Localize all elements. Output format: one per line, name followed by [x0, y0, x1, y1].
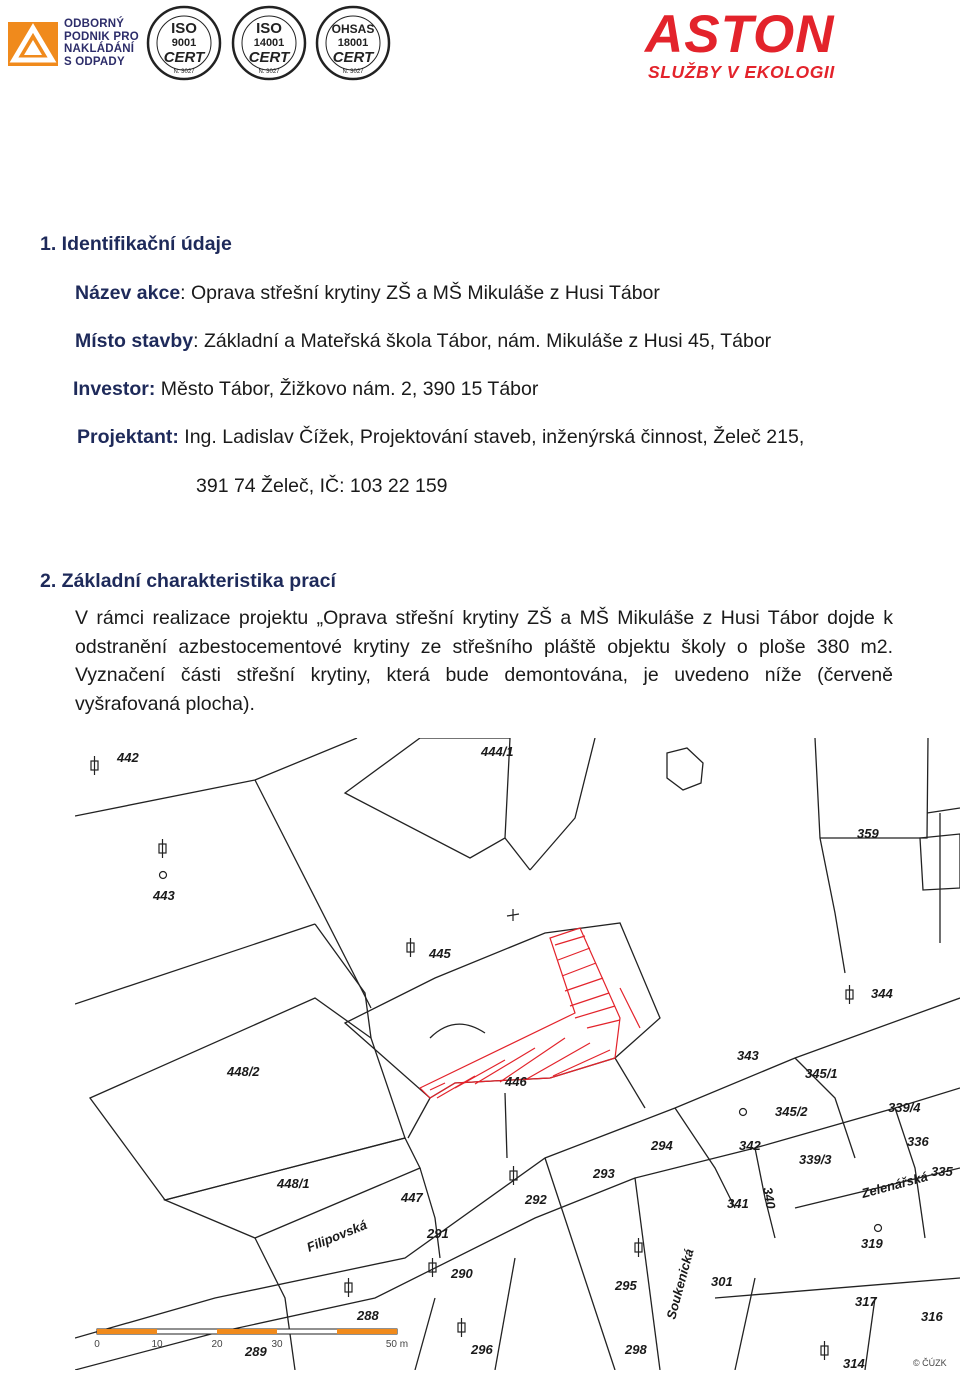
svg-text:317: 317: [855, 1294, 877, 1309]
svg-text:Soukenická: Soukenická: [663, 1247, 697, 1321]
svg-text:20: 20: [211, 1339, 223, 1350]
svg-text:345/1: 345/1: [805, 1066, 838, 1081]
svg-text:CERT: CERT: [248, 49, 290, 66]
svg-text:14001: 14001: [253, 37, 285, 49]
section-1-heading: 1. Identifikační údaje: [40, 233, 232, 255]
row-designer-address: 391 74 Želeč, IČ: 103 22 159: [196, 475, 448, 497]
svg-text:N. 3027: N. 3027: [342, 69, 364, 75]
svg-text:301: 301: [711, 1274, 733, 1289]
svg-text:442: 442: [117, 750, 139, 765]
svg-text:335: 335: [931, 1164, 953, 1179]
svg-text:339/4: 339/4: [888, 1100, 921, 1115]
section-2-heading: 2. Základní charakteristika prací: [40, 570, 336, 592]
svg-text:359: 359: [857, 826, 879, 841]
svg-text:50 m: 50 m: [385, 1339, 409, 1350]
company-logo: [8, 16, 143, 72]
cadastral-map-drawing: [75, 738, 960, 1370]
svg-text:341: 341: [727, 1196, 749, 1211]
svg-text:CERT: CERT: [332, 49, 374, 66]
iso-14001-cert-seal: [231, 5, 307, 81]
svg-text:9001: 9001: [171, 37, 197, 49]
svg-text:448/1: 448/1: [277, 1176, 310, 1191]
row-construction-site: Místo stavby: Základní a Mateřská škola Tábor, nám. Mikuláše z Husi 45, Tábor: [75, 330, 772, 352]
svg-text:339/3: 339/3: [799, 1152, 832, 1167]
svg-text:ISO: ISO: [171, 20, 197, 37]
recycle-triangle-icon: [8, 22, 58, 66]
svg-text:10: 10: [151, 1339, 163, 1350]
svg-text:340: 340: [760, 1185, 779, 1210]
svg-text:18001: 18001: [337, 37, 369, 49]
svg-text:293: 293: [593, 1166, 615, 1181]
svg-text:Zelenářská: Zelenářská: [859, 1168, 930, 1201]
svg-text:336: 336: [907, 1134, 929, 1149]
svg-text:295: 295: [615, 1278, 637, 1293]
svg-text:314: 314: [843, 1356, 865, 1370]
row-investor: Investor: Město Tábor, Žižkovo nám. 2, 390 15 Tábor: [73, 378, 539, 400]
svg-text:288: 288: [357, 1308, 379, 1323]
svg-text:345/2: 345/2: [775, 1104, 808, 1119]
svg-text:N. 3027: N. 3027: [173, 69, 195, 75]
svg-text:343: 343: [737, 1048, 759, 1063]
svg-text:446: 446: [505, 1074, 527, 1089]
brand-tagline: SLUŽBY V EKOLOGII: [648, 62, 835, 82]
svg-text:444/1: 444/1: [481, 744, 514, 759]
svg-text:N. 3027: N. 3027: [258, 69, 280, 75]
company-logo-text: ODBORNÝ PODNIK PRO NAKLÁDÁNÍ S ODPADY: [64, 18, 139, 68]
svg-text:319: 319: [861, 1236, 883, 1251]
svg-text:447: 447: [401, 1190, 423, 1205]
svg-text:291: 291: [427, 1226, 449, 1241]
svg-text:OHSAS: OHSAS: [331, 22, 375, 36]
svg-text:344: 344: [871, 986, 893, 1001]
svg-text:298: 298: [625, 1342, 647, 1357]
svg-text:290: 290: [451, 1266, 473, 1281]
svg-text:Filipovská: Filipovská: [304, 1217, 370, 1255]
svg-text:296: 296: [471, 1342, 493, 1357]
iso-9001-cert-seal: [146, 5, 222, 81]
svg-text:CERT: CERT: [163, 49, 205, 66]
brand-name: ASTON: [645, 5, 835, 64]
aston-brand-logo: [645, 5, 900, 82]
row-project-name: Název akce: Oprava střešní krytiny ZŠ a MŠ Mikuláše z Husi Tábor: [75, 282, 660, 304]
row-designer: Projektant: Ing. Ladislav Čížek, Projektování staveb, inženýrská činnost, Želeč 215,: [77, 426, 805, 448]
page-header: [0, 0, 960, 90]
svg-text:30: 30: [271, 1339, 283, 1350]
survey-marker-icons: [91, 756, 882, 1360]
svg-text:443: 443: [153, 888, 175, 903]
svg-text:0: 0: [94, 1339, 100, 1350]
svg-text:ISO: ISO: [256, 20, 282, 37]
svg-text:448/2: 448/2: [227, 1064, 260, 1079]
ohsas-18001-cert-seal: [315, 5, 391, 81]
svg-text:294: 294: [651, 1138, 673, 1153]
work-description-paragraph: V rámci realizace projektu „Oprava střešní krytiny ZŠ a MŠ Mikuláše z Husi Tábor dojde k odstranění azbestocementové krytiny ze střešního pláště objektu školy o ploše 380 m2. Vyznačení části střešní krytiny, která bude demontována, je uvedeno níže (červeně vyšrafovaná plocha).: [75, 607, 893, 715]
cadastral-map: [75, 738, 960, 1370]
svg-text:316: 316: [921, 1309, 943, 1324]
svg-text:292: 292: [525, 1192, 547, 1207]
svg-text:342: 342: [739, 1138, 761, 1153]
hatched-roof-area: [420, 928, 640, 1098]
svg-text:289: 289: [245, 1344, 267, 1359]
map-copyright: © ČÚZK: [913, 1358, 947, 1368]
svg-text:445: 445: [429, 946, 451, 961]
